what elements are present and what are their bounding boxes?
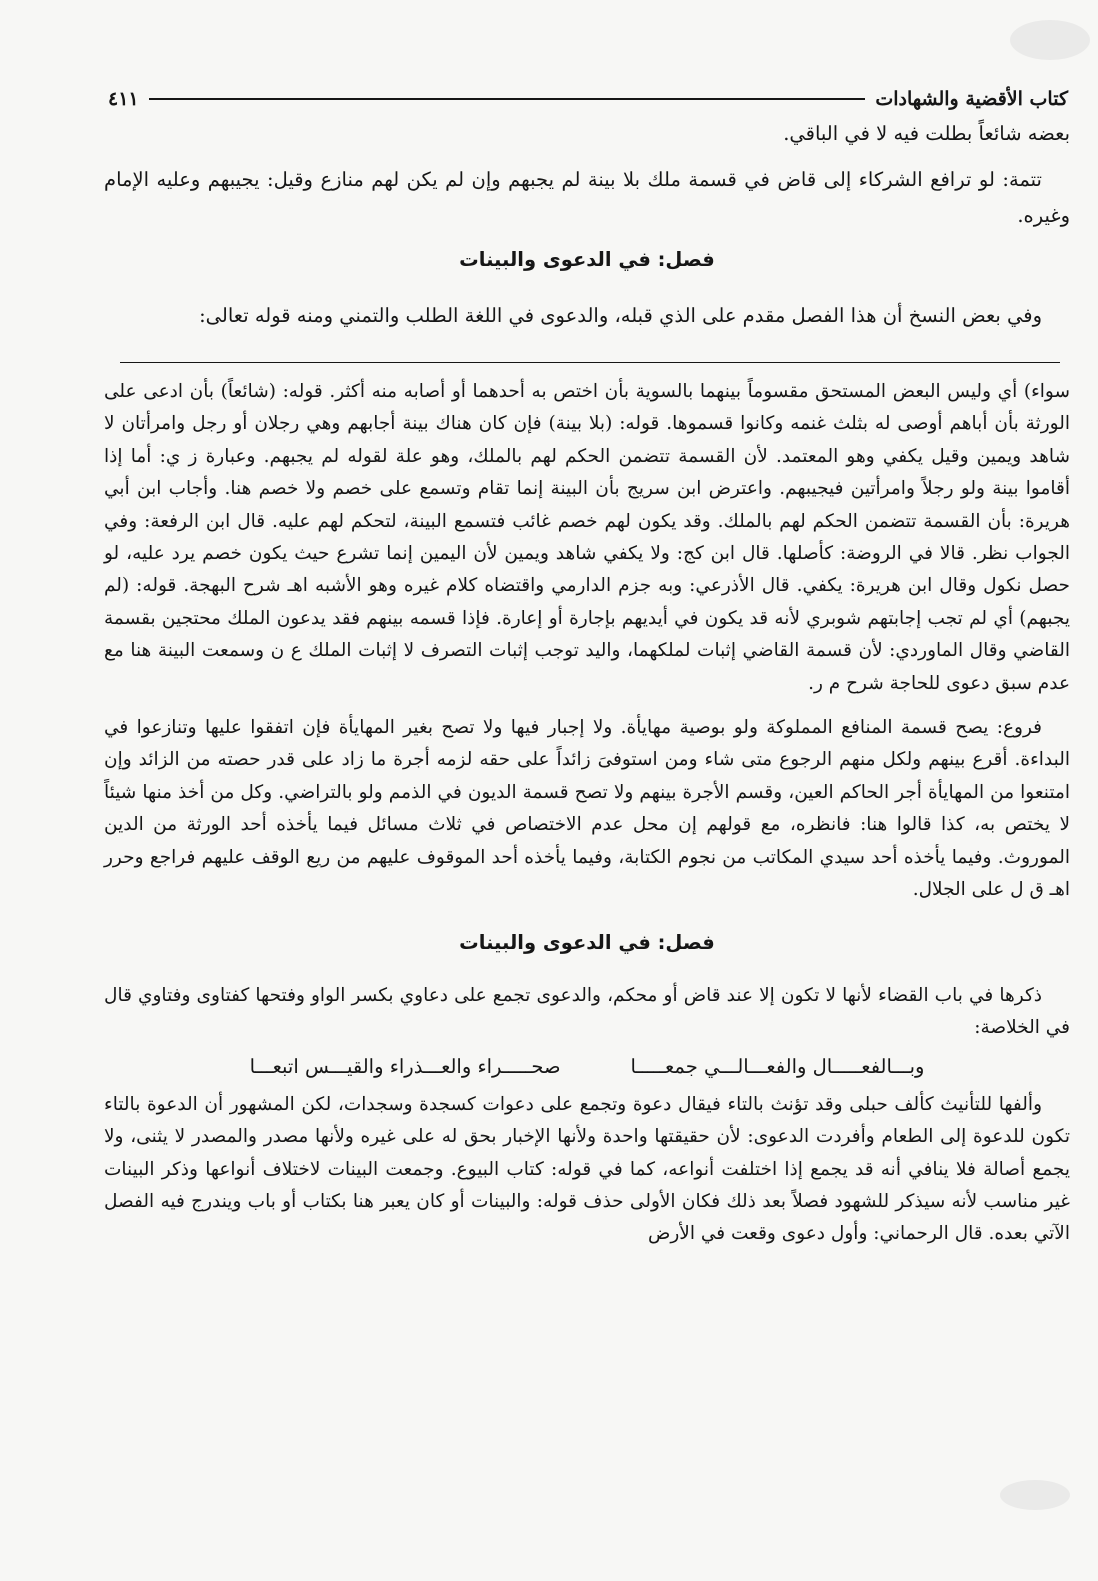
- commentary-text: [104, 376, 1070, 1251]
- section-heading-main: فصل: في الدعوى والبينات: [459, 248, 715, 271]
- main-text: [104, 116, 1070, 334]
- commentary-paragraph-1: سواء) أي وليس البعض المستحق مقسوماً بينهما بالسوية بأن اختص به أحدهما أو أصابه منه أكثر. قوله: (شائعاً) بأن ادعى على الورثة بأن أباهم أوصى له بثلث غنمه وكانوا قسموها. قوله: (بلا بينة) فإن كان هناك بينة أجابهم وهي رجلان أو رجل وامرأتان لا شاهد ويمين وقيل يكفي وهو المعتمد. لأن القسمة تتضمن الحكم لهم بالملك، وهو علة لقوله لم يجبهم. وعبارة ز ي: أما إذا أقاموا بينة ولو رجلاً وامرأتين فيجيبهم. واعترض ابن سريج بأن البينة إنما تقام وتسمع على خصم ولا خصم هنا. وأجاب ابن أبي هريرة: بأن القسمة تتضمن الحكم لهم بالملك. وقد يكون لهم خصم غائب فتسمع البينة، لتحكم لهم عليه. قال ابن الرفعة: وفي الجواب نظر. قالا في الروضة: كأصلها. قال ابن كج: ولا يكفي شاهد ويمين لأن اليمين إنما تشرع حيث يكون خصم يرد عليه، لو حصل نكول وقال ابن هريرة: يكفي. قال الأذرعي: وبه جزم الدارمي واقتضاه كلام غيره وهو الأشبه اهـ شرح البهجة. قوله: (لم يجبهم) أي لم تجب إجابتهم شوبري لأنه قد يكون في أيديهم بإجارة أو إعارة. فإذا قسمه بينهم فقد يدعون الملك محتجين بقسمة القاضي وقال الماوردي: لأن قسمة القاضي إثبات لملكهما، واليد توجب إثبات التصرف لا إثبات الملك ع ن وسمعت البينة هنا مع عدم سبق دعوى للحاجة شرح م ر.: [104, 381, 1070, 694]
- poetry-verse: [104, 1049, 1070, 1085]
- commentary-paragraph-4: وألفها للتأنيث كألف حبلى وقد تؤنث بالتاء فيقال دعوة وتجمع على دعوات كسجدة وسجدات، لكن المشهور أن الدعوة بالتاء تكون للدعوة إلى الطعام وأفردت الدعوى: لأن حقيقتها واحدة ولأنها الإخبار بحق له على غيره ولأنها مصدر والمصدر لا يثنى، ولا يجمع أصالة فلا ينافي أنه قد يجمع إذا اختلفت أنواعه، كما في قوله: كتاب البيوع. وجمعت البينات لاختلاف أنواعها وذكر البينات غير مناسب لأنه سيذكر للشهود فصلاً بعد ذلك فكان الأولى حذف قوله: والبينات أو كان يعبر هنا بكتاب أو باب ويندرج فيه الفصل الآتي بعده. قال الرحماني: وأول دعوى وقعت في الأرض: [104, 1093, 1070, 1245]
- verse-hemistich-second: صحـــــراء والعـــذراء والقيـــس اتبعـــا: [249, 1054, 561, 1078]
- page-header: [108, 86, 1068, 112]
- running-title: كتاب الأقضية والشهادات: [875, 88, 1068, 110]
- section-heading-commentary: فصل: في الدعوى والبينات: [459, 930, 715, 954]
- verse-hemistich-first: وبـــالفعـــــال والفعـــالـــي جمعـــــا: [630, 1054, 925, 1078]
- main-paragraph-2: تتمة: لو ترافع الشركاء إلى قاض في قسمة ملك بلا بينة لم يجبهم وإن لم يكن لهم منازع وقيل: يجيبهم وعليه الإمام وغيره.: [104, 168, 1070, 227]
- page-number: ٤١١: [108, 88, 139, 110]
- commentary-paragraph-2: فروع: يصح قسمة المنافع المملوكة ولو بوصية مهايأة. ولا إجبار فيها ولا تصح بغير المهايأة فإن اتفقوا عليها وتنازعوا في البداءة. أقرع بينهم ولكل منهم الرجوع متى شاء ومن استوفىَ زائداً على حقه لزمه أجرة ما زاد على قدر حصته من الزائد وإن امتنعوا من المهايأة أجر الحاكم العين، وقسم الأجرة بينهم ولا تصح قسمة الديون في الذمم ولو بالتراضي. وكل من أخذ منها شيئاً لا يختص به، كذا قالوا هنا: فانظره، مع قولهم إن محل عدم الاختصاص في ثلاث مسائل فيما يأخذه أحد الورثة من الدين الموروث. وفيما يأخذه أحد سيدي المكاتب من نجوم الكتابة، وفيما يأخذه أحد الموقوف عليهم من ريع الوقف عليهم فراجع وحرر اهـ ق ل على الجلال.: [104, 717, 1070, 901]
- scan-smudge: [1010, 20, 1090, 60]
- commentary-paragraph-3: ذكرها في باب القضاء لأنها لا تكون إلا عند قاض أو محكم، والدعوى تجمع على دعاوي بكسر الواو وفتحها كفتاوى وفتاوي قال في الخلاصة:: [104, 985, 1070, 1039]
- scan-smudge: [1000, 1480, 1070, 1510]
- main-paragraph-3: وفي بعض النسخ أن هذا الفصل مقدم على الذي قبله، والدعوى في اللغة الطلب والتمني ومنه قوله تعالى:: [199, 303, 1042, 327]
- header-rule: [149, 98, 866, 100]
- main-paragraph-1: بعضه شائعاً بطلت فيه لا في الباقي.: [783, 122, 1070, 145]
- footnote-separator: [120, 362, 1060, 363]
